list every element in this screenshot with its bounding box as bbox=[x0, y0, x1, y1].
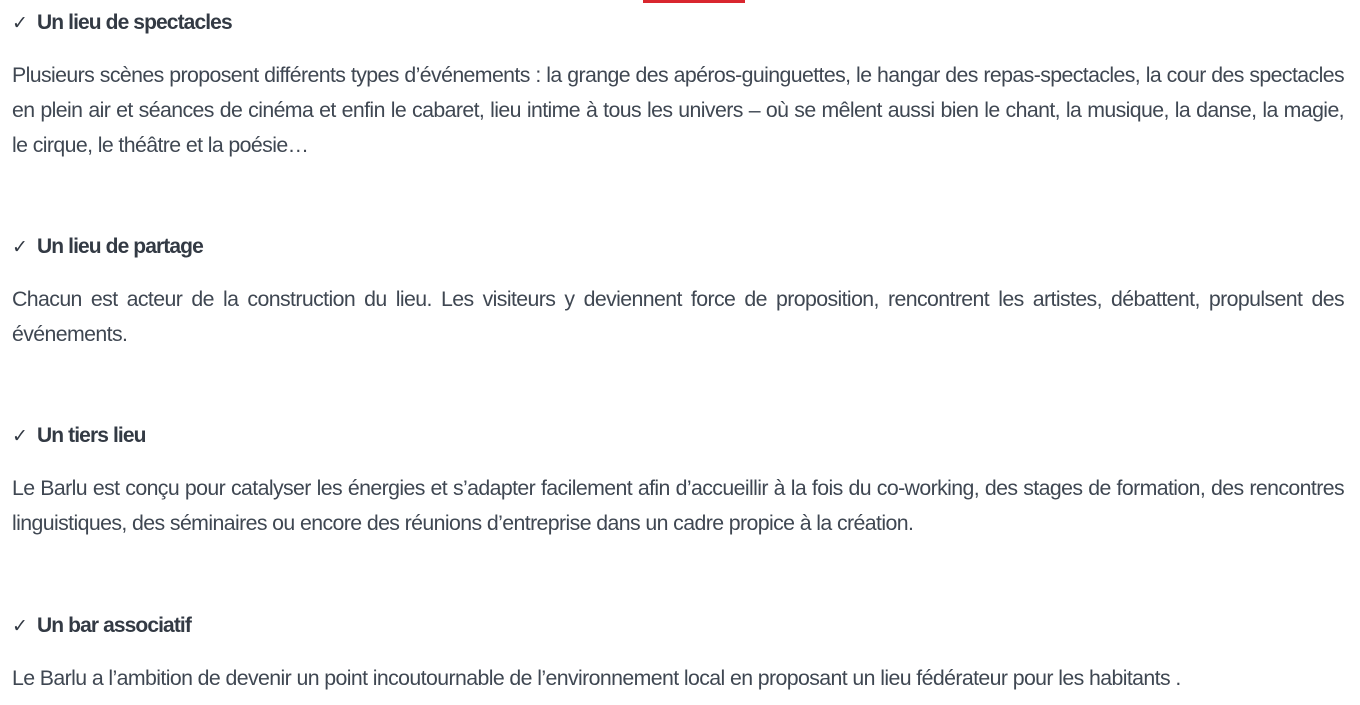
section-heading bbox=[12, 7, 1344, 39]
checkmark-icon: ✓ bbox=[12, 615, 28, 637]
section-body: Le Barlu est conçu pour catalyser les énergies et s’adapter facilement afin d’accueillir à la fois du co-working, des stages de formation, des rencontres linguistiques, des séminaires ou encore des réunions d’entreprise dans un cadre propice à la création. bbox=[12, 476, 1344, 535]
checkmark-icon: ✓ bbox=[12, 12, 28, 34]
section-body: Plusieurs scènes proposent différents types d’événements : la grange des apéros-guinguettes, le hangar des repas-spectacles, la cour des spectacles en plein air et séances de cinéma et enfin le cabaret, lieu intime à tous les univers – où se mêlent aussi bien le chant, la musique, la danse, la magie, le cirque, le théâtre et la poésie… bbox=[12, 63, 1344, 157]
section-title: Un lieu de spectacles bbox=[37, 11, 232, 34]
section-lieu-de-partage bbox=[12, 231, 1344, 352]
section-title: Un lieu de partage bbox=[37, 235, 203, 258]
section-title: Un tiers lieu bbox=[37, 424, 146, 447]
section-tiers-lieu bbox=[12, 420, 1344, 541]
checkmark-icon: ✓ bbox=[12, 425, 28, 447]
section-bar-associatif bbox=[12, 610, 1344, 696]
section-title: Un bar associatif bbox=[37, 614, 191, 637]
section-body: Le Barlu a l’ambition de devenir un point incoutournable de l’environnement local en proposant un lieu fédérateur pour les habitants . bbox=[12, 666, 1181, 690]
section-lieu-de-spectacles bbox=[12, 7, 1344, 163]
section-body: Chacun est acteur de la construction du lieu. Les visiteurs y deviennent force de proposition, rencontrent les artistes, débattent, propulsent des événements. bbox=[12, 287, 1344, 346]
section-heading bbox=[12, 231, 1344, 263]
checkmark-icon: ✓ bbox=[12, 236, 28, 258]
section-heading bbox=[12, 420, 1344, 452]
section-heading bbox=[12, 610, 1344, 642]
top-accent-bar bbox=[643, 0, 745, 3]
